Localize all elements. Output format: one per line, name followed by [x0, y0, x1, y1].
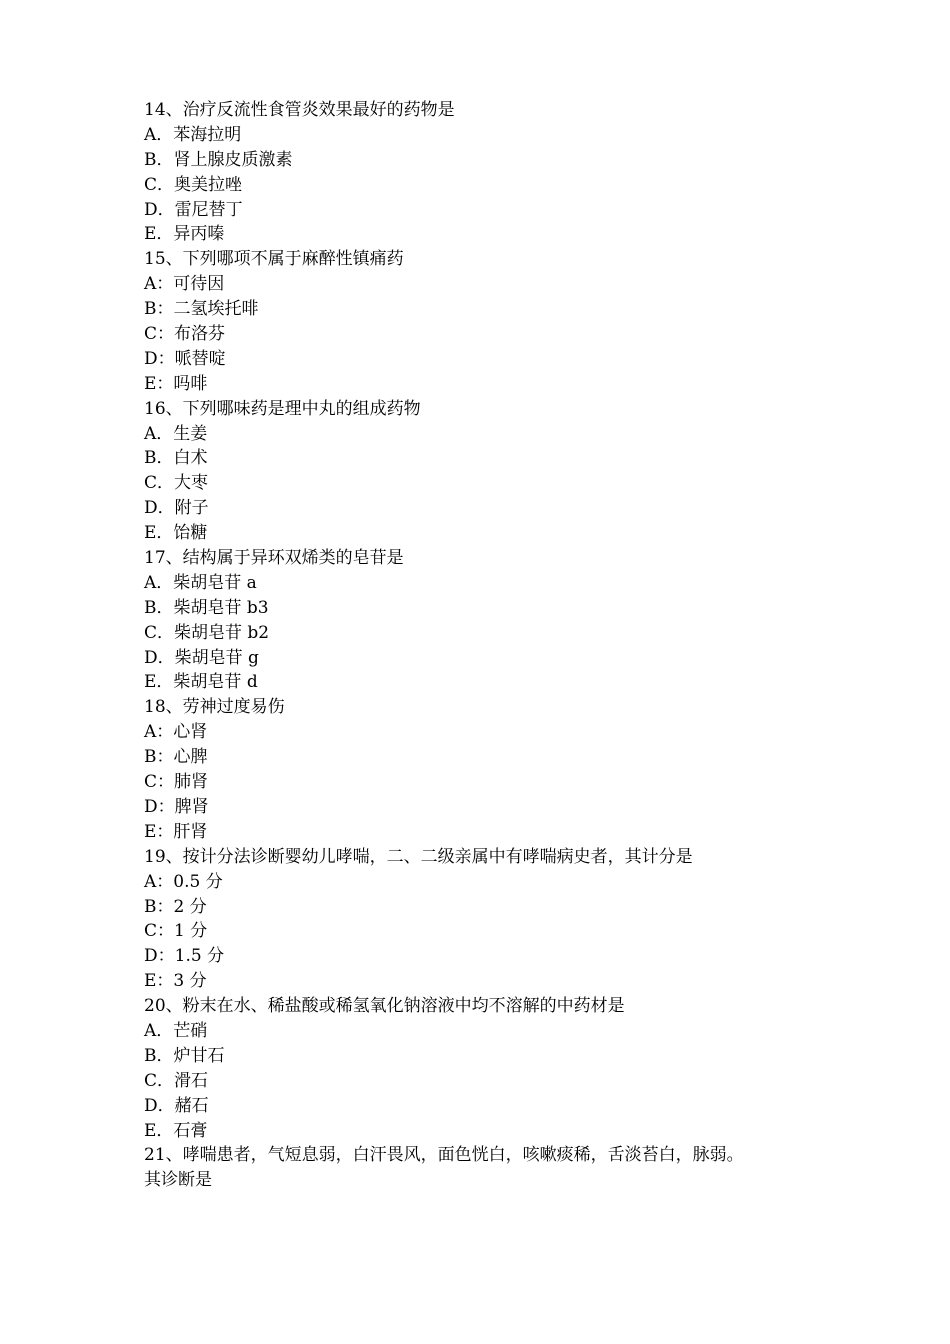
document-body — [144, 98, 824, 1193]
question-19-option-e: E：3 分 — [144, 971, 207, 992]
question-18-option-b: B：心脾 — [144, 747, 208, 768]
question-15-option-e: E：吗啡 — [144, 373, 208, 394]
question-15-option-b: B：二氢埃托啡 — [144, 299, 259, 320]
question-16-option-b: B．白术 — [144, 448, 208, 469]
question-20-option-c: C．滑石 — [144, 1070, 209, 1091]
question-15-option-d: D：哌替啶 — [144, 348, 226, 369]
question-15-option-c: C：布洛芬 — [144, 324, 226, 345]
question-18-option-d: D：脾肾 — [144, 796, 209, 817]
question-19-option-c: C：1 分 — [144, 921, 208, 942]
question-14-option-b: B．肾上腺皮质激素 — [144, 149, 293, 170]
question-18-option-c: C：肺肾 — [144, 772, 209, 793]
question-14-option-a: A．苯海拉明 — [144, 124, 242, 145]
question-19-option-d: D：1.5 分 — [144, 946, 225, 967]
question-15-text: 15、下列哪项不属于麻醉性镇痛药 — [144, 249, 404, 270]
question-20-option-b: B．炉甘石 — [144, 1045, 225, 1066]
question-18-option-a: A：心肾 — [144, 722, 208, 743]
question-17-text: 17、结构属于异环双烯类的皂苷是 — [144, 548, 404, 569]
question-14-option-d: D．雷尼替丁 — [144, 199, 243, 220]
question-20-option-d: D．赭石 — [144, 1095, 209, 1116]
question-17-option-d: D．柴胡皂苷 g — [144, 647, 259, 668]
question-14-text: 14、治疗反流性食管炎效果最好的药物是 — [144, 100, 455, 120]
question-14-option-e: E．异丙嗪 — [144, 224, 225, 245]
question-20-option-a: A．芒硝 — [144, 1020, 208, 1041]
question-19-option-b: B：2 分 — [144, 896, 207, 917]
question-20-text: 20、粉末在水、稀盐酸或稀氢氧化钠溶液中均不溶解的中药材是 — [144, 996, 625, 1017]
question-16-option-c: C．大枣 — [144, 473, 209, 494]
question-16-option-a: A．生姜 — [144, 423, 208, 444]
question-20-option-e: E．石膏 — [144, 1120, 208, 1141]
question-17-option-a: A．柴胡皂苷 a — [144, 572, 257, 593]
question-16-option-d: D．附子 — [144, 498, 209, 519]
question-14-option-c: C．奥美拉唑 — [144, 174, 243, 195]
question-18-text: 18、劳神过度易伤 — [144, 697, 285, 718]
question-19-option-a: A：0.5 分 — [144, 871, 223, 892]
question-18-option-e: E：肝肾 — [144, 821, 208, 842]
question-16-option-e: E．饴糖 — [144, 523, 208, 544]
question-19-text: 19、按计分法诊断婴幼儿哮喘，二、二级亲属中有哮喘病史者，其计分是 — [144, 846, 693, 867]
question-17-option-e: E．柴胡皂苷 d — [144, 672, 258, 693]
question-17-option-b: B．柴胡皂苷 b3 — [144, 597, 269, 618]
question-15-option-a: A：可待因 — [144, 274, 225, 295]
question-16-text: 16、下列哪味药是理中丸的组成药物 — [144, 398, 421, 419]
question-21-text-continued: 其诊断是 — [144, 1170, 212, 1191]
question-17-option-c: C．柴胡皂苷 b2 — [144, 622, 270, 643]
question-21-text: 21、哮喘患者，气短息弱，白汗畏风，面色恍白，咳嗽痰稀，舌淡苔白，脉弱。 — [144, 1145, 744, 1166]
